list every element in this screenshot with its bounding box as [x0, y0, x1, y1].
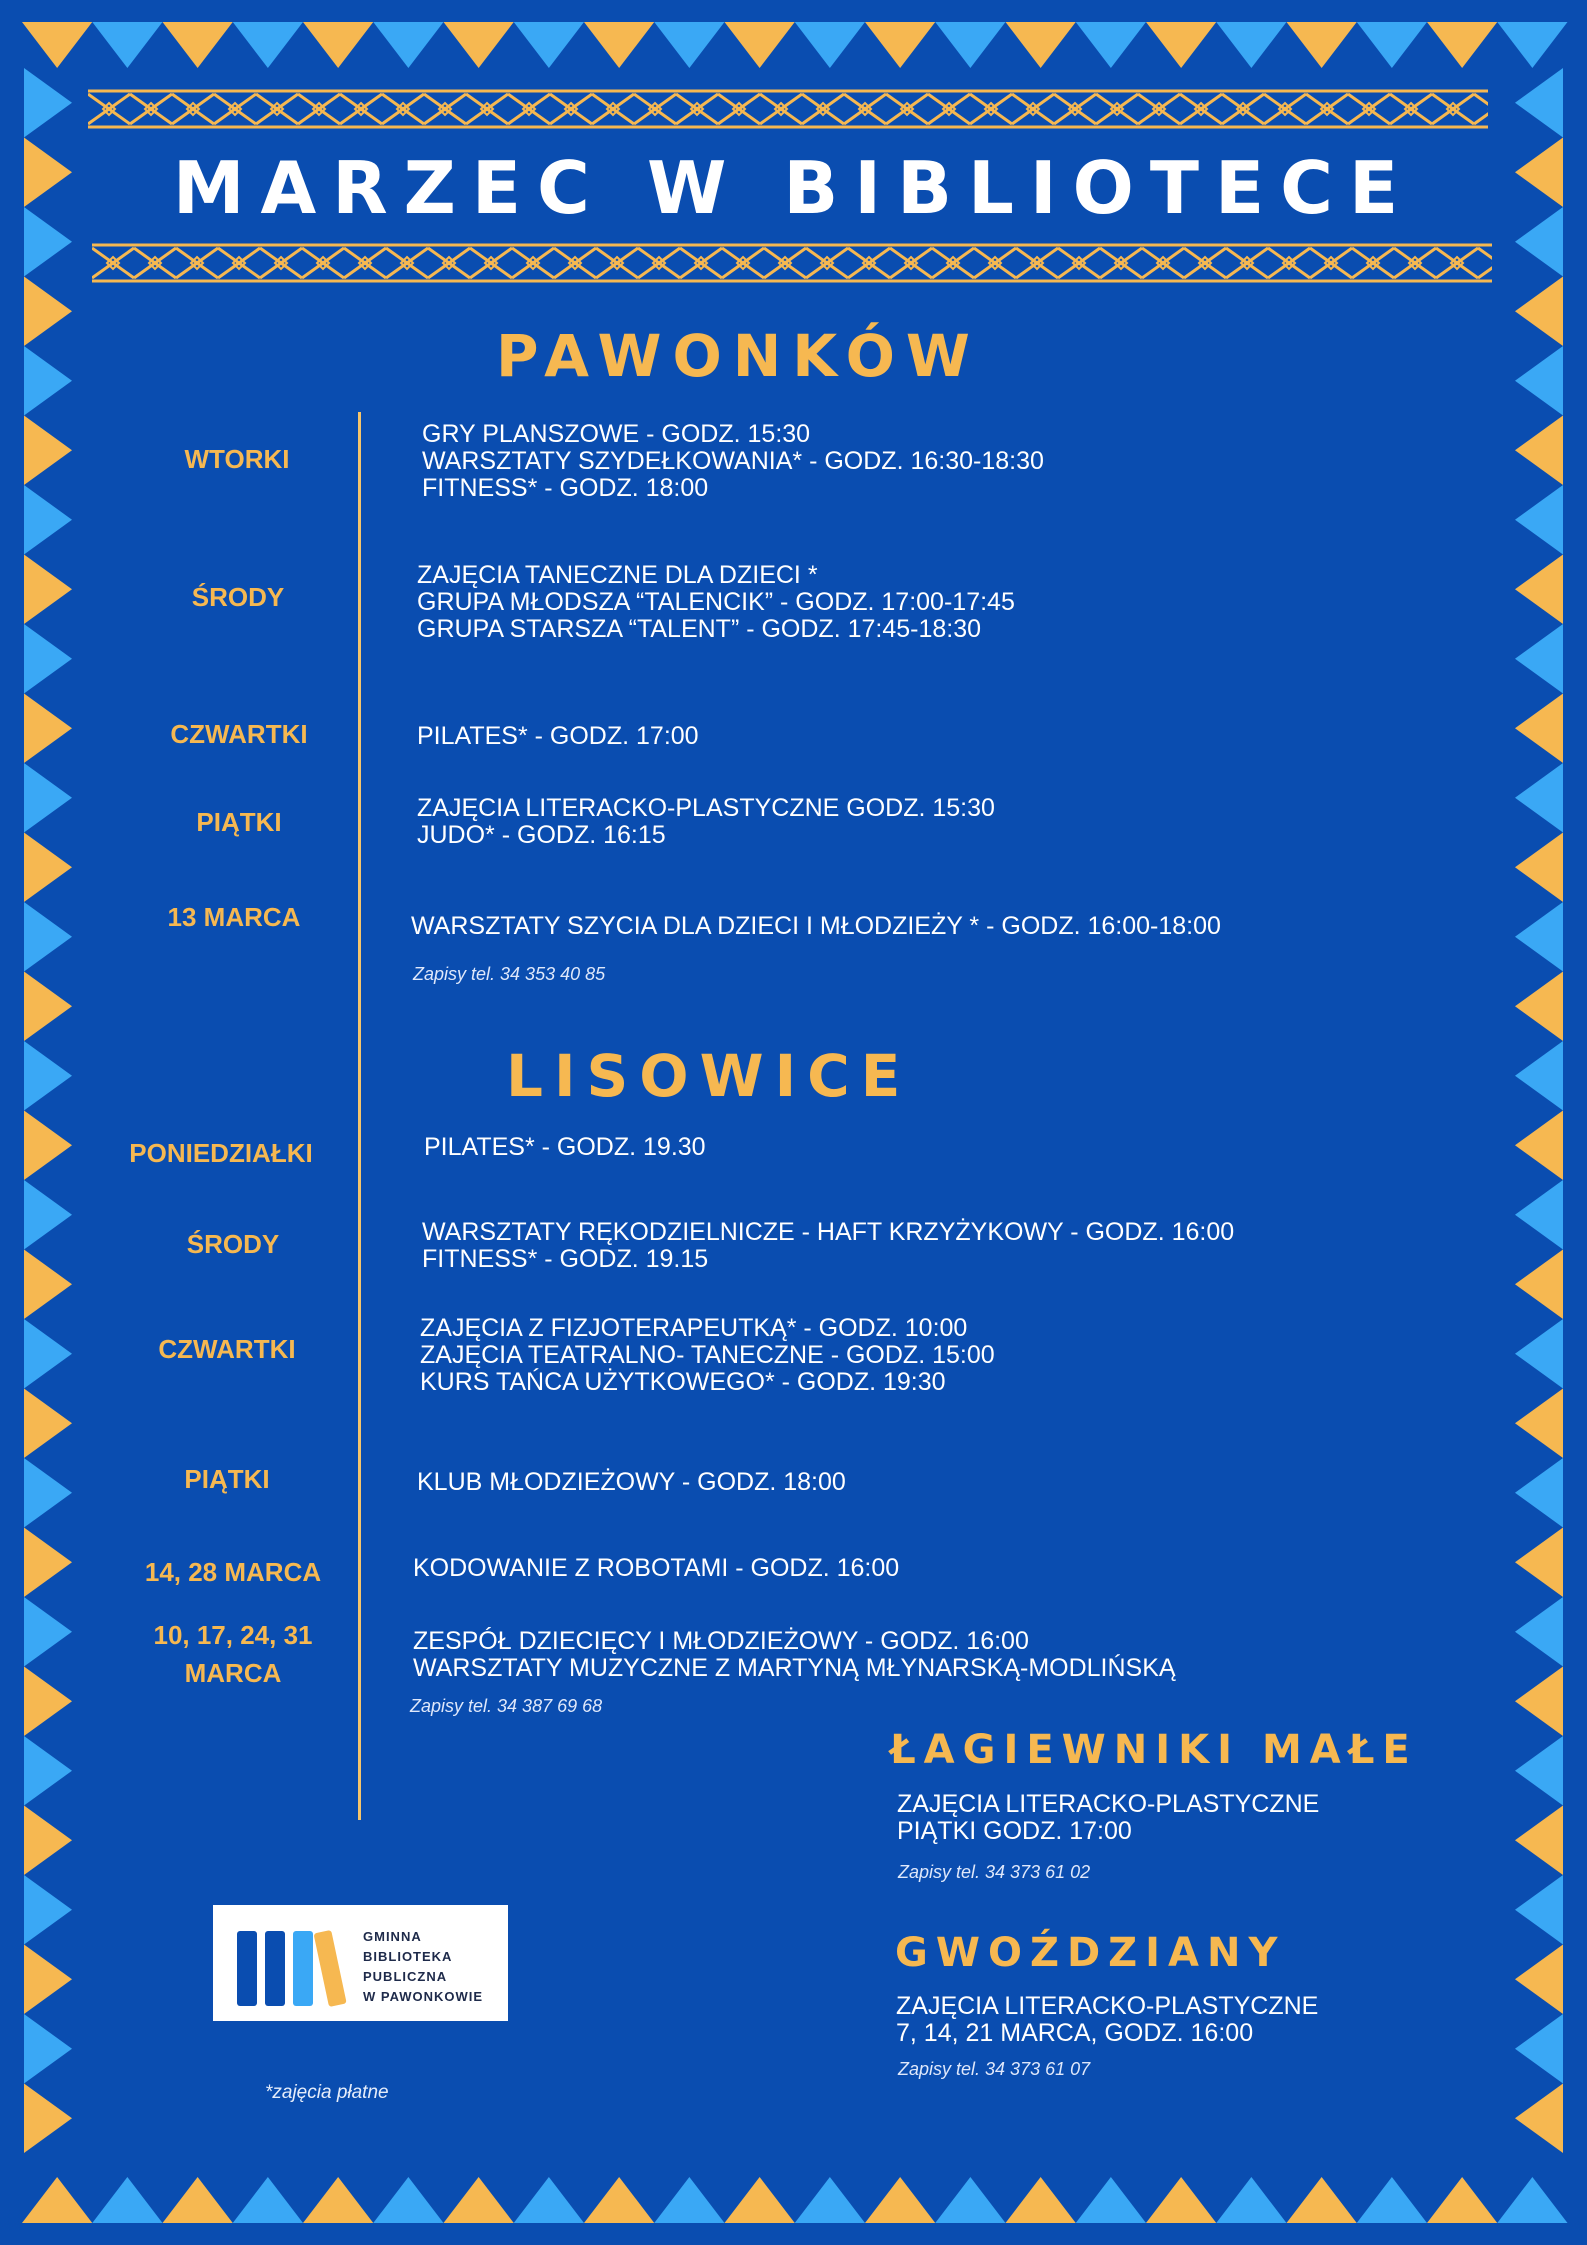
border-triangle [92, 22, 162, 68]
border-triangle [163, 2177, 233, 2223]
border-triangle [24, 416, 72, 486]
border-triangle [1515, 1319, 1563, 1389]
day-label-10-17-24-31-marca: 10, 17, 24, 31 MARCA [153, 1620, 313, 1688]
border-triangle [1515, 1667, 1563, 1737]
border-triangle [1515, 1458, 1563, 1528]
border-triangle [24, 1319, 72, 1389]
border-triangle [24, 485, 72, 555]
border-triangle [24, 694, 72, 764]
border-triangle [1515, 2014, 1563, 2084]
border-triangle [1515, 555, 1563, 625]
border-triangle [1515, 1528, 1563, 1598]
day-label-czwartki-lisowice: CZWARTKI [158, 1334, 296, 1364]
day-label-13-marca: 13 MARCA [167, 902, 301, 932]
border-triangle [24, 902, 72, 972]
border-triangle [444, 2177, 514, 2223]
border-triangle [1146, 22, 1216, 68]
activity-line: 7, 14, 21 MARCA, GODZ. 16:00 [896, 2019, 1254, 2047]
book-spine-2 [265, 1931, 285, 2006]
border-triangle [1216, 22, 1286, 68]
border-triangle [1515, 1180, 1563, 1250]
border-triangle [865, 22, 935, 68]
border-triangle [1515, 416, 1563, 486]
border-triangle [24, 1111, 72, 1181]
border-triangle [795, 2177, 865, 2223]
border-triangle [725, 22, 795, 68]
activities-10-17-24-31-marca [413, 1628, 1176, 1682]
signup-note-pawonkow: Zapisy tel. 34 353 40 85 [413, 964, 606, 984]
border-triangle [1427, 2177, 1497, 2223]
border-triangle [24, 972, 72, 1042]
border-triangle [24, 346, 72, 416]
border-triangle [935, 22, 1005, 68]
activity-line: WARSZTATY SZYCIA DLA DZIECI I MŁODZIEŻY * - GODZ. 16:00-18:00 [411, 912, 1221, 940]
border-triangle [1515, 1806, 1563, 1876]
border-triangle [1515, 1250, 1563, 1320]
day-label-srody: ŚRODY [191, 582, 285, 612]
border-triangle [795, 22, 865, 68]
border-triangle [24, 1806, 72, 1876]
border-triangle [1515, 1736, 1563, 1806]
border-triangle [373, 2177, 443, 2223]
activities-srody-lisowice [422, 1219, 1234, 1273]
border-triangle [584, 22, 654, 68]
footnote-paid-classes: *zajęcia płatne [265, 2082, 389, 2103]
border-triangle [1515, 624, 1563, 694]
poster-title: MARZEC W BIBLIOTECE [172, 146, 1415, 230]
library-logo [213, 1905, 508, 2021]
border-triangle [1515, 346, 1563, 416]
border-triangle [1515, 1945, 1563, 2015]
border-triangle [514, 22, 584, 68]
activity-line: KLUB MŁODZIEŻOWY - GODZ. 18:00 [417, 1468, 846, 1496]
book-spine-3 [293, 1931, 313, 2006]
border-triangle [1357, 22, 1427, 68]
border-triangle [24, 277, 72, 347]
border-triangle [24, 1875, 72, 1945]
day-label-14-28-marca: 14, 28 MARCA [144, 1557, 322, 1587]
activity-line: ZAJĘCIA TEATRALNO- TANECZNE - GODZ. 15:00 [420, 1341, 995, 1369]
activities-czwartki-lisowice [420, 1315, 995, 1396]
border-triangle [1515, 1389, 1563, 1459]
border-triangle [1515, 763, 1563, 833]
border-triangle [22, 2177, 92, 2223]
border-triangle [24, 1250, 72, 1320]
border-triangle [24, 1597, 72, 1667]
day-label-piatki-lisowice: PIĄTKI [184, 1464, 270, 1494]
border-triangle [1146, 2177, 1216, 2223]
border-triangle [24, 1736, 72, 1806]
activity-line: JUDO* - GODZ. 16:15 [417, 821, 666, 849]
border-triangle [22, 22, 92, 68]
activity-line: ZESPÓŁ DZIECIĘCY I MŁODZIEŻOWY - GODZ. 16:00 [413, 1627, 1029, 1655]
border-triangle [24, 1458, 72, 1528]
border-triangle [935, 2177, 1005, 2223]
border-triangle [1006, 22, 1076, 68]
border-triangle [233, 22, 303, 68]
activity-line: FITNESS* - GODZ. 18:00 [422, 474, 709, 502]
border-triangle [1515, 68, 1563, 138]
border-triangle [1515, 902, 1563, 972]
border-triangle [1515, 694, 1563, 764]
activity-line: WARSZTATY RĘKODZIELNICZE - HAFT KRZYŻYKOWY - GODZ. 16:00 [422, 1218, 1235, 1246]
border-triangle [1497, 2177, 1567, 2223]
activities-piatki [417, 795, 995, 849]
activity-line: FITNESS* - GODZ. 19.15 [422, 1245, 709, 1273]
activities-13-marca [411, 913, 1221, 940]
border-triangle [1515, 2084, 1563, 2154]
activity-line: ZAJĘCIA Z FIZJOTERAPEUTKĄ* - GODZ. 10:00 [420, 1314, 968, 1342]
day-label-piatki: PIĄTKI [196, 807, 282, 837]
signup-note-lisowice: Zapisy tel. 34 387 69 68 [410, 1696, 603, 1716]
border-triangle [24, 1528, 72, 1598]
border-triangle [92, 2177, 162, 2223]
book-spine-4 [314, 1930, 347, 2007]
signup-note-lagiewniki: Zapisy tel. 34 373 61 02 [898, 1862, 1091, 1882]
border-triangle [24, 1041, 72, 1111]
border-triangle [514, 2177, 584, 2223]
border-triangle [24, 2084, 72, 2154]
border-triangle [373, 22, 443, 68]
border-triangle [24, 1667, 72, 1737]
border-triangle [24, 68, 72, 138]
activity-line: PIĄTKI GODZ. 17:00 [897, 1817, 1132, 1845]
border-triangle [1515, 1875, 1563, 1945]
border-triangle [24, 833, 72, 903]
vertical-divider [358, 412, 361, 1820]
border-triangle [1076, 22, 1146, 68]
activity-line: GRY PLANSZOWE - GODZ. 15:30 [422, 420, 811, 448]
activity-line: ZAJĘCIA LITERACKO-PLASTYCZNE [896, 1992, 1319, 2020]
day-label-poniedzialki: PONIEDZIAŁKI [129, 1138, 313, 1168]
border-triangle [303, 2177, 373, 2223]
border-triangle [24, 1180, 72, 1250]
decorative-pattern-band-top [88, 88, 1488, 130]
day-label-srody-lisowice: ŚRODY [186, 1229, 280, 1259]
activities-poniedzialki [424, 1134, 706, 1161]
border-triangle [163, 22, 233, 68]
activity-line: WARSZTATY MUZYCZNE Z MARTYNĄ MŁYNARSKĄ-MODLIŃSKĄ [413, 1654, 1176, 1682]
border-triangle [725, 2177, 795, 2223]
border-triangle [1287, 22, 1357, 68]
border-triangle [1515, 277, 1563, 347]
activity-line: KODOWANIE Z ROBOTAMI - GODZ. 16:00 [413, 1554, 900, 1582]
activity-line: GRUPA MŁODSZA “TALENCIK” - GODZ. 17:00-17:45 [417, 588, 1015, 616]
border-triangle [1076, 2177, 1146, 2223]
book-spine-1 [237, 1931, 257, 2006]
border-triangle [1515, 1597, 1563, 1667]
books-icon [213, 1905, 353, 2021]
decorative-pattern-band-bottom [92, 242, 1492, 284]
activities-14-28-marca [413, 1555, 899, 1582]
border-triangle [1216, 2177, 1286, 2223]
border-triangle [303, 22, 373, 68]
section-title-pawonkow: PAWONKÓW [496, 322, 981, 390]
border-triangle [1515, 972, 1563, 1042]
border-triangle [1006, 2177, 1076, 2223]
activity-line: KURS TAŃCA UŻYTKOWEGO* - GODZ. 19:30 [420, 1368, 946, 1396]
activity-line: PILATES* - GODZ. 19.30 [424, 1133, 706, 1161]
border-triangle [24, 1945, 72, 2015]
day-label-wtorki: WTORKI [184, 444, 290, 474]
activity-line: WARSZTATY SZYDEŁKOWANIA* - GODZ. 16:30-18:30 [422, 447, 1044, 475]
border-triangle [865, 2177, 935, 2223]
section-title-gwozdziany: GWOŹDZIANY [895, 1930, 1286, 1976]
border-triangle [444, 22, 514, 68]
border-triangle [24, 1389, 72, 1459]
border-triangle [1287, 2177, 1357, 2223]
day-label-czwartki: CZWARTKI [170, 719, 308, 749]
activity-line: GRUPA STARSZA “TALENT” - GODZ. 17:45-18:30 [417, 615, 982, 643]
border-triangle [1497, 22, 1567, 68]
border-triangle [654, 2177, 724, 2223]
border-triangle [24, 624, 72, 694]
border-triangle [1515, 485, 1563, 555]
logo-text: GMINNA BIBLIOTEKA PUBLICZNA W PAWONKOWIE [363, 1929, 484, 2004]
section-title-lisowice: LISOWICE [506, 1042, 912, 1110]
border-triangle [1515, 833, 1563, 903]
activities-lagiewniki-male [897, 1791, 1319, 1845]
border-triangle [1357, 2177, 1427, 2223]
border-triangle [24, 555, 72, 625]
activities-piatki-lisowice [417, 1469, 846, 1496]
border-triangle [1515, 1041, 1563, 1111]
border-triangle [24, 763, 72, 833]
activities-czwartki [417, 723, 699, 750]
activity-line: PILATES* - GODZ. 17:00 [417, 722, 699, 750]
activity-line: ZAJĘCIA TANECZNE DLA DZIECI * [417, 561, 818, 589]
activities-wtorki [422, 421, 1044, 502]
border-triangle [1515, 1111, 1563, 1181]
activities-srody [417, 562, 1015, 643]
activity-line: ZAJĘCIA LITERACKO-PLASTYCZNE [897, 1790, 1320, 1818]
activity-line: ZAJĘCIA LITERACKO-PLASTYCZNE GODZ. 15:30 [417, 794, 995, 822]
border-triangle [584, 2177, 654, 2223]
border-triangle [1427, 22, 1497, 68]
signup-note-gwozdziany: Zapisy tel. 34 373 61 07 [898, 2059, 1091, 2079]
border-triangle [24, 2014, 72, 2084]
border-triangle [654, 22, 724, 68]
border-triangle [233, 2177, 303, 2223]
activities-gwozdziany [896, 1993, 1318, 2047]
section-title-lagiewniki-male: ŁAGIEWNIKI MAŁE [890, 1727, 1418, 1773]
